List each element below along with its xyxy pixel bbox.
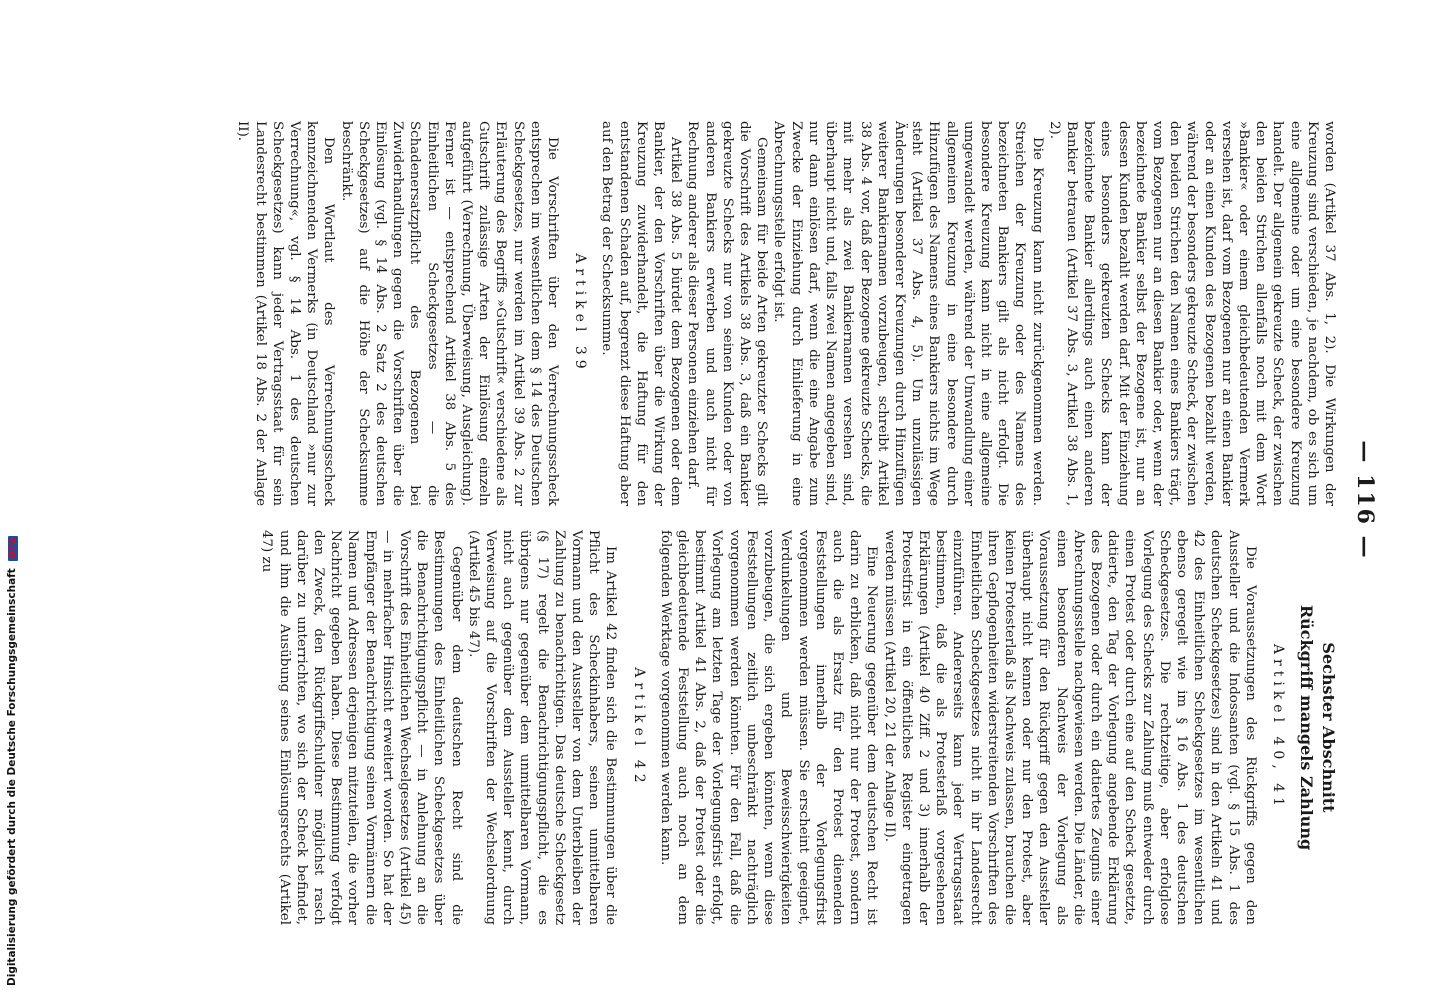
- left-paragraph-2: Die Kreuzung kann nicht zurückgenommen werden. Streichen der Kreuzung oder des Namens des bezeichneten Bankiers gilt als nicht erfolgt. Die besondere Kreuzung kann nicht in eine allgemeine umgewandelt werden, während der Umwandlung einer allgemeinen Kreuzung in eine besondere durch Hinzufügen des Namens eines Bankiers nichts im Wege steht (Artikel 37 Abs. 4, 5). Um unzulässigen Änderungen besonderer Kreuzungen durch Hinzufügen weiterer Bankiernamen vorzubeugen, schreibt Artikel 38 Abs. 4 vor, daß der Bezogene gekreuzte Schecks, die mit mehr als zwei Bankiernamen versehen sind, überhaupt nicht und, falls zwei Namen angegeben sind, nur dann einlösen darf, wenn die eine Angabe zum Zwecke der Einziehung durch Einlieferung in eine Abrechnungsstelle erfolgt ist.: [771, 121, 1045, 506]
- dfg-logo: DFG: [8, 537, 18, 559]
- article-39-paragraph-1: Die Vorschriften über den Verrechnungsscheck entsprechen im wesentlichen dem § 14 des Deutschen Scheckgesetzes, nur werden im Artikel 39 Abs. 2 zur Erläuterung des Begriffs »Gutschrift« verschiedene als Gutschrift zulässige Arten der Einlösung einzeln aufgeführt (Verrechnung, Überweisung, Ausgleichung). Ferner ist — entsprechend Artikel 38 Abs. 5 des Einheitlichen Scheckgesetzes — die Schadenersatzpflicht des Bezogenen bei Zuwiderhandlungen gegen die Vorschriften über die Einlösung (vgl. § 14 Abs. 2 Satz 2 des deutschen Scheckgesetzes) auf die Höhe der Schecksumme beschränkt.: [338, 121, 561, 506]
- page-content: [39, 0, 1434, 1000]
- article-40-41-heading: Artikel 40, 41: [1270, 643, 1286, 812]
- left-paragraph-1: worden (Artikel 37 Abs. 1, 2). Die Wirkungen der Kreuzung sind verschieden, je nachdem, ob es sich um eine allgemeine oder um eine besondere Kreuzung handelt. Der allgemein gekreuzte Scheck, der zwischen den beiden Strichen allenfalls noch mit dem Wort »Bankier« oder einem gleichbedeutenden Vermerk versehen ist, darf vom Bezogenen nur an einen Bankier oder an einen Kunden des Bezogenen bezahlt werden, während der besonders gekreuzte Scheck, der zwischen den beiden Strichen den Namen eines Bankiers trägt, vom Bezogenen nur an diesen Bankier oder, wenn der bezeichnete Bankier selbst der Bezogene ist, nur an dessen Kunden bezahlt werden darf. Mit der Einziehung eines besonders gekreuzten Schecks kann der bezeichnete Bankier allerdings auch einen anderen Bankier betrauen (Artikel 37 Abs. 3, Artikel 38 Abs. 1, 2).: [1046, 121, 1337, 506]
- article-40-paragraph-2: Eine Neuerung gegenüber dem deutschen Recht ist darin zu erblicken, daß nicht nur der Protest, sondern auch die als Ersatz für den Protest dienenden Feststellungen innerhalb der Vorlegungsfrist vorgenommen werden müssen. Sie erscheint geeignet, Verdunkelungen und Beweisschwierigkeiten vorzubeugen, die sich ergeben könnten, wenn diese Feststellungen zeitlich unbeschränkt nachträglich vorgenommen werden könnten. Für den Fall, daß die Vorlegung am letzten Tage der Vorlegungsfrist erfolgt, bestimmt Artikel 41 Abs. 2, daß der Protest oder die gleichbedeutende Feststellung auch noch an dem folgenden Werktage vorgenommen werden kann.: [657, 530, 880, 925]
- section-title: Sechster Abschnitt: [1319, 642, 1338, 813]
- article-40-paragraph-1: Die Voraussetzungen des Rückgriffs gegen den Aussteller und die Indossanten (vgl. § 15 Abs. 1 des deutschen Scheckgesetzes) sind in den Artikeln 41 und 42 des Einheitlichen Scheckgesetzes im wesentlichen ebenso geregelt wie im § 16 Abs. 1 des deutschen Scheckgesetzes. Die rechtzeitige, aber erfolglose Vorlegung des Schecks zur Zahlung muß entweder durch einen Protest oder durch eine auf den Scheck gesetzte, datierte, den Tag der Vorlegung angebende Erklärung des Bezogenen oder durch ein datiertes Zeugnis einer Abrechnungsstelle nachgewiesen werden. Die Länder, die einen besonderen Nachweis der Vorlegung als Voraussetzung für den Rückgriff gegen den Aussteller überhaupt nicht kennen oder nur den Protest, aber keinen Protesterlaß als Nachweis zulassen, brauchen die ihren Gepflogenheiten widerstreitenden Vorschriften des Einheitlichen Scheckgesetzes nicht in ihr Landesrecht einzuführen. Andererseits kann jeder Vertragsstaat bestimmen, daß die als Protesterlaß vorgesehenen Erklärungen (Artikel 40 Ziff. 2 und 3) innerhalb der Protestfrist in ein öffentliches Register eingetragen werden müssen (Artikel 20, 21 der Anlage II).: [881, 530, 1258, 925]
- page-number: — 116 —: [1352, 440, 1378, 560]
- article-42-heading: Artikel 42: [630, 667, 647, 788]
- article-42-paragraph-1: Im Artikel 42 finden sich die Bestimmungen über die Pflicht des Scheckinhabers, seinen unmittelbaren Vormann und den Aussteller von dem Unterbleiben der Zahlung zu benachrichtigen. Das deutsche Scheckgesetz (§ 17) regelt die Benachrichtigungspflicht, die es übrigens nur gegenüber dem unmittelbaren Vormann, nicht auch gegenüber dem Aussteller kennt, durch Verweisung auf die Vorschriften der Wechselordnung (Artikel 45 bis 47).: [465, 530, 619, 925]
- left-column: [234, 121, 1338, 506]
- article-39-paragraph-2: Den Wortlaut des Verrechnungsscheck kennzeichnenden Vermerks (in Deutschland »nur zur Verrechnung«, vgl. § 14 Abs. 1 des deutschen Scheckgesetzes) kann jeder Vertragsstaat für sein Landesrecht bestimmen (Artikel 18 Abs. 2 der Anlage II).: [235, 121, 337, 506]
- rotated-page: [39, 0, 1434, 1000]
- left-paragraph-4: Artikel 38 Abs. 5 bürdet dem Bezogenen oder dem Bankier, der den Vorschriften über die Wirkung der Kreuzung zuwiderhandelt, die Haftung für den entstandenen Schaden auf, begrenzt diese Haftung aber auf den Betrag der Schecksumme.: [599, 121, 684, 506]
- article-39-heading: Artikel 39: [572, 253, 589, 374]
- right-column: [258, 530, 1338, 925]
- article-42-paragraph-2: Gegenüber dem deutschen Recht sind die Bestimmungen des Einheitlichen Scheckgesetzes über die Benachrichtigungspflicht — in Anlehnung an die Vorschrift des Einheitlichen Wechselgesetzes (Artikel 45) — in mehrfacher Hinsicht erweitert worden. So hat der Empfänger der Benachrichtigung seinen Vormännern die Namen und Adressen derjenigen mitzuteilen, die vorher Nachricht gegeben haben. Diese Bestimmung verfolgt den Zweck, den Rückgriffschuldner möglichst rasch darüber zu unterrichten, wo sich der Scheck befindet, und ihm die Ausübung seines Einlösungsrechts (Artikel 47) zu: [259, 530, 464, 925]
- left-paragraph-3: Gemeinsam für beide Arten gekreuzter Schecks gilt die Vorschrift des Artikels 38 Abs. 3, daß ein Bankier gekreuzte Schecks nur von seinen Kunden oder von anderen Bankiers erwerben und auch nicht für Rechnung anderer als dieser Personen einziehen darf.: [685, 121, 770, 506]
- digitization-credit: [6, 537, 20, 986]
- section-subtitle: Rückgriff mangels Zahlung: [1297, 604, 1316, 851]
- credit-text: Digitalisierung gefördert durch die Deutsche Forschungsgemeinschaft: [6, 568, 18, 986]
